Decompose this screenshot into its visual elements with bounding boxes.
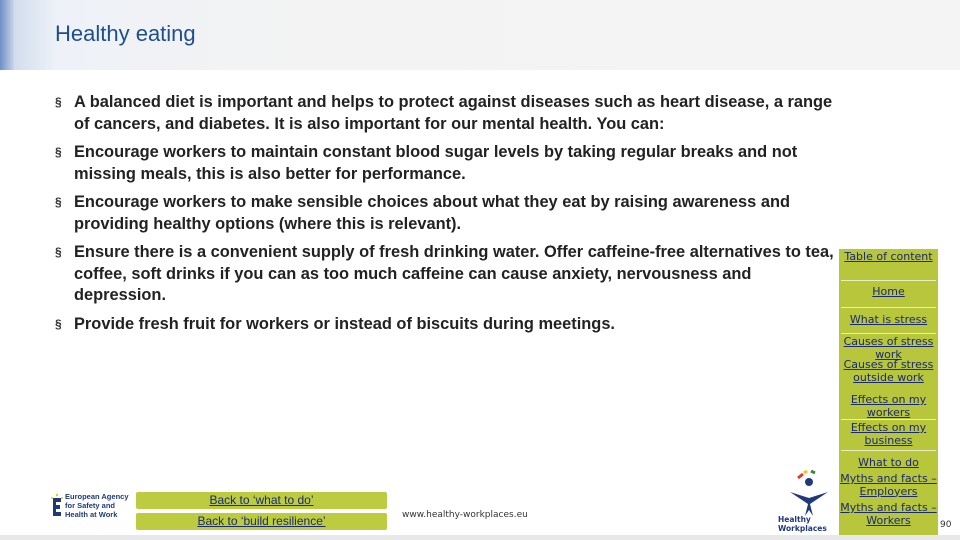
nav-divider xyxy=(841,307,936,308)
bullet-marker: § xyxy=(55,316,62,331)
bullet-text: Provide fresh fruit for workers or instead of biscuits during meetings. xyxy=(74,314,615,333)
back-to-what-to-do-button[interactable]: Back to ‘what to do’ xyxy=(136,492,387,509)
bullet-list xyxy=(55,92,845,342)
bullet-item xyxy=(55,192,845,235)
bullet-marker: § xyxy=(55,195,62,209)
bullet-text: Encourage workers to maintain constant blood sugar levels by taking regular breaks and not missing meals, this is also better for performance. xyxy=(74,143,798,183)
nav-divider xyxy=(841,333,936,334)
footer-rule xyxy=(0,535,960,540)
bullet-marker: § xyxy=(55,245,62,259)
nav-link-what-is-stress[interactable]: What is stress xyxy=(849,313,928,326)
nav-divider xyxy=(841,419,936,420)
nav-link-home[interactable]: Home xyxy=(872,285,905,298)
nav-link-table-of-content[interactable]: Table of content xyxy=(844,250,933,263)
nav-link-effects-on-my-business[interactable]: Effects on my business xyxy=(850,421,927,447)
nav-divider xyxy=(841,280,936,281)
back-to-build-resilience-button[interactable]: Back to ‘build resilience’ xyxy=(136,513,387,530)
nav-link-causes-of-stress-outside-work[interactable]: Causes of stress outside work xyxy=(843,358,934,384)
nav-link-myths-and-facts-employers[interactable]: Myths and facts – Employers xyxy=(840,472,937,498)
nav-link-causes-of-stress-work[interactable]: Causes of stress work xyxy=(843,335,934,361)
bullet-marker: § xyxy=(55,145,62,159)
bullet-marker: § xyxy=(55,95,62,109)
healthy-workplaces-name: Healthy Workplaces xyxy=(778,515,827,533)
bullet-item xyxy=(55,92,845,135)
site-url: www.healthy-workplaces.eu xyxy=(402,510,528,520)
eu-agency-name: European Agency for Safety and Health at Work xyxy=(65,492,129,519)
nav-link-what-to-do[interactable]: What to do xyxy=(858,456,919,469)
bullet-item xyxy=(55,314,845,336)
nav-link-myths-and-facts-workers[interactable]: Myths and facts – Workers xyxy=(840,501,937,527)
page-number: 90 xyxy=(940,520,952,530)
navigation-panel xyxy=(839,249,938,540)
slide-title: Healthy eating xyxy=(55,21,196,46)
bullet-item xyxy=(55,242,845,307)
nav-divider xyxy=(841,450,936,451)
nav-link-effects-on-my-workers[interactable]: Effects on my workers xyxy=(850,393,927,419)
bullet-text: Encourage workers to make sensible choices about what they eat by raising awareness and providing healthy options (where this is relevant). xyxy=(74,193,790,233)
bullet-text: Ensure there is a convenient supply of fresh drinking water. Offer caffeine-free alternatives to tea, coffee, soft drinks if you can as too much caffeine can cause anxiety, nervousness and depression. xyxy=(74,243,834,304)
bullet-text: A balanced diet is important and helps to protect against diseases such as heart disease, a range of cancers, and diabetes. It is also important for our mental health. You can: xyxy=(74,93,833,133)
bullet-item xyxy=(55,142,845,185)
